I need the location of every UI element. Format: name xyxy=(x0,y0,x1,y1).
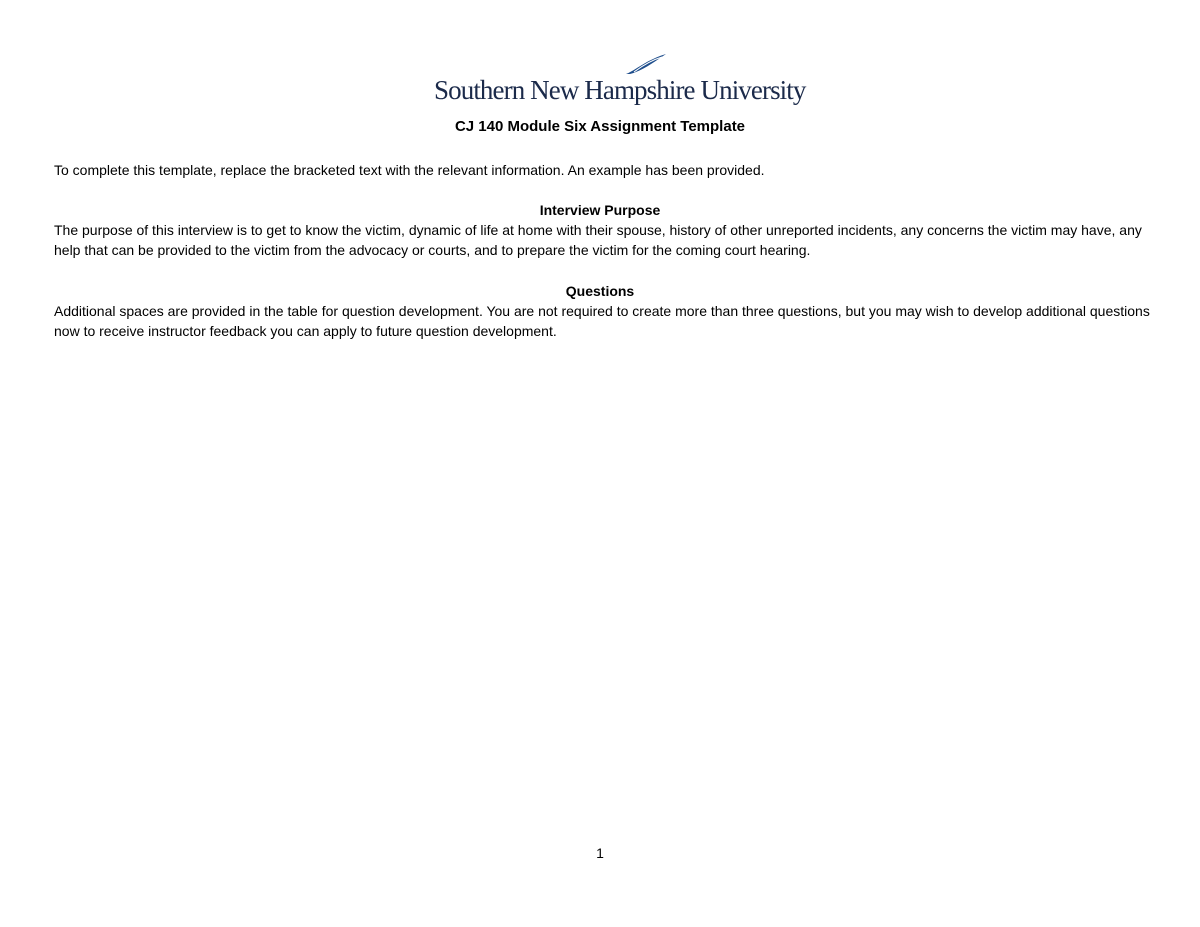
page-number: 1 xyxy=(596,845,604,861)
leaf-icon xyxy=(624,52,668,76)
questions-heading: Questions xyxy=(565,283,635,299)
document-title: CJ 140 Module Six Assignment Template xyxy=(454,118,746,135)
university-logo xyxy=(434,52,806,105)
questions-paragraph: Additional spaces are provided in the table for question development. You are not required to create more than three questions, but you may wish to develop additional questions now to receive instructor feedback you can apply to future question development. xyxy=(54,303,1150,339)
interview-purpose-heading: Interview Purpose xyxy=(539,202,661,218)
intro-paragraph: To complete this template, replace the bracketed text with the relevant information. An example has been provided. xyxy=(54,162,765,178)
logo-text: Southern New Hampshire University xyxy=(434,75,806,105)
interview-purpose-paragraph: The purpose of this interview is to get to know the victim, dynamic of life at home with their spouse, history of other unreported incidents, any concerns the victim may have, any help that can be provided to the victim from the advocacy or courts, and to prepare the victim for the coming court hearing. xyxy=(54,222,1142,258)
